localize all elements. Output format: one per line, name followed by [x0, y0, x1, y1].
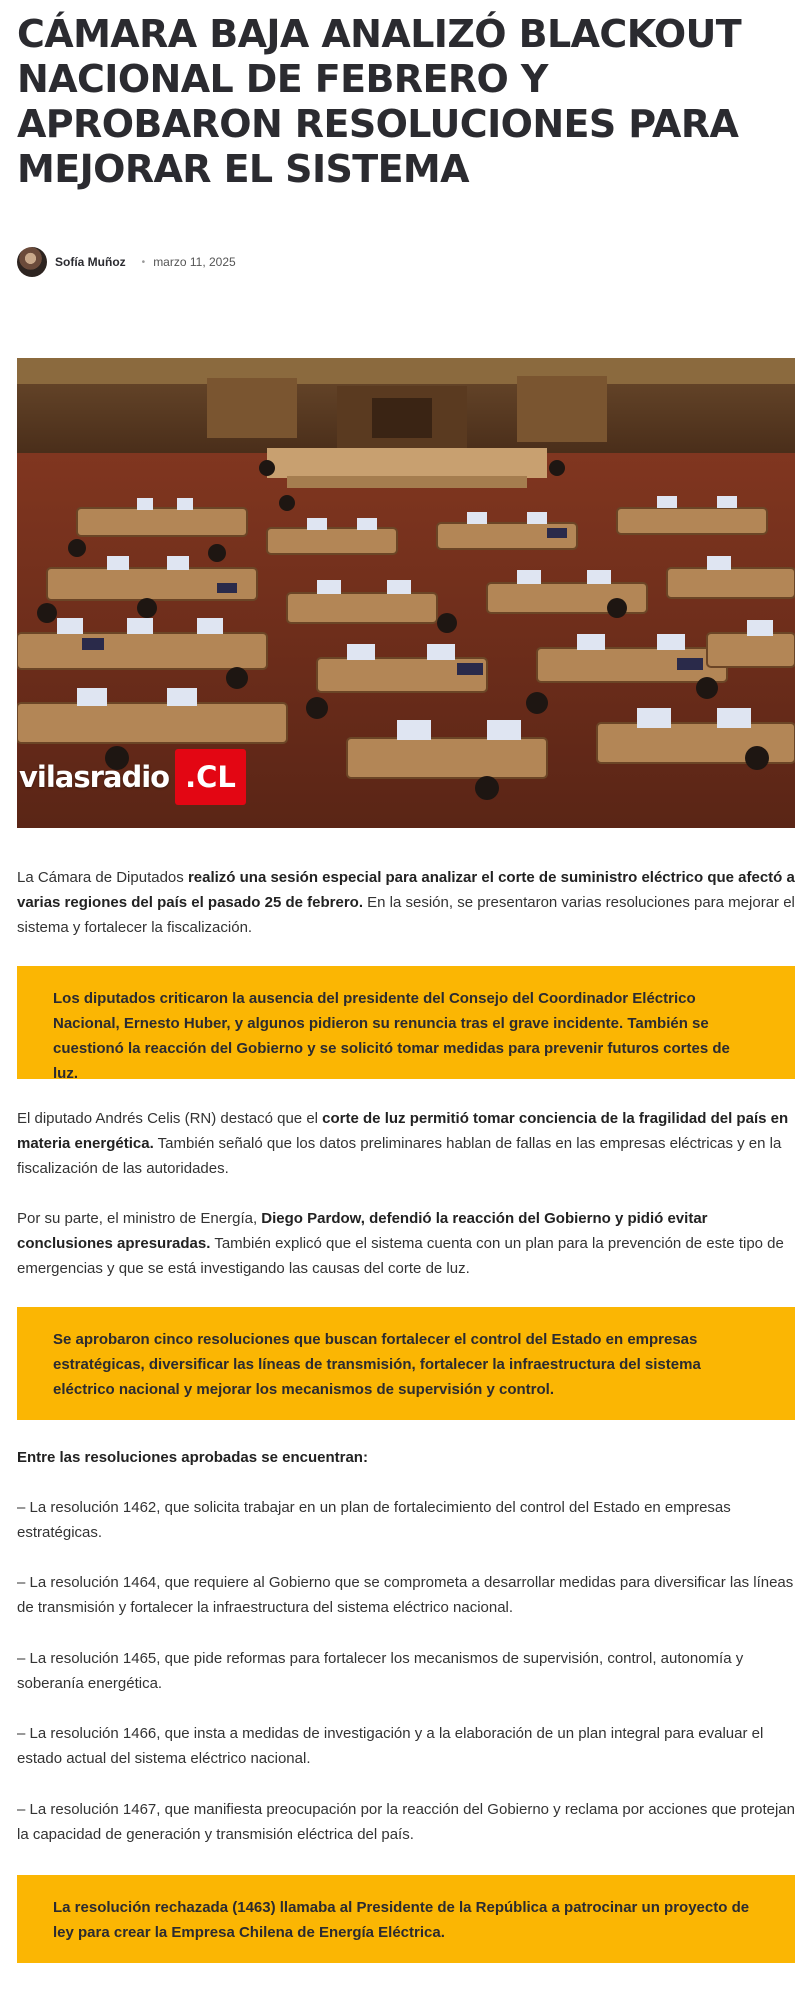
paragraph-3: [17, 1206, 795, 1281]
article-meta: [17, 247, 236, 277]
paragraph-3-text-end: También explicó que el sistema cuenta con un plan para la prevención de este tipo de emergencias y que se está investigando las causas del corte de luz.: [17, 1235, 784, 1277]
callout-2-text: Se aprobaron cinco resoluciones que buscan fortalecer el control del Estado en empresas estratégicas, diversificar las líneas de transmisión, fortalecer la infraestructura del sistema eléctrico nacional y mejorar los mecanismos de supervisión y control.: [53, 1331, 701, 1398]
paragraph-2-bold: corte de luz permitió tomar conciencia de la fragilidad del país en materia energética.: [17, 1110, 789, 1152]
resolution-item-1467: – La resolución 1467, que manifiesta preocupación por la reacción del Gobierno y reclama por acciones que protejan la capacidad de generación y transmisión eléctrica del país.: [17, 1801, 795, 1843]
paragraph-1-bold: realizó una sesión especial para analizar el corte de suministro eléctrico que afectó a varias regiones del país el pasado 25 de febrero.: [17, 869, 795, 911]
paragraph-3-bold: Diego Pardow, defendió la reacción del Gobierno y pidió evitar conclusiones apresuradas.: [17, 1210, 708, 1252]
list-heading: Entre las resoluciones aprobadas se encuentran:: [17, 1449, 368, 1466]
resolution-item-1466: – La resolución 1466, que insta a medidas de investigación y a la elaboración de un plan integral para evaluar el estado actual del sistema eléctrico nacional.: [17, 1725, 764, 1767]
callout-box-1: [17, 966, 795, 1082]
paragraph-1: [17, 865, 795, 940]
paragraph-2: [17, 1106, 795, 1181]
vilasradio-logo: [17, 749, 246, 805]
resolution-item-1462: – La resolución 1462, que solicita trabajar en un plan de fortalecimiento del control del Estado en empresas estratégicas.: [17, 1499, 731, 1541]
meta-separator-dot: •: [141, 256, 146, 268]
resolution-item-1465: – La resolución 1465, que pide reformas para fortalecer los mecanismos de supervisión, control, autonomía y soberanía energética.: [17, 1650, 744, 1692]
logo-text: vilasradio: [19, 760, 170, 794]
publish-date: marzo 11, 2025: [153, 255, 236, 269]
paragraph-1-text: La Cámara de Diputados: [17, 869, 188, 886]
callout-3-text: La resolución rechazada (1463) llamaba al Presidente de la República a patrocinar un proyecto de ley para crear la Empresa Chilena de Energía Eléctrica.: [53, 1899, 750, 1941]
article-title: CÁMARA BAJA ANALIZÓ BLACKOUT NACIONAL DE FEBRERO Y APROBARON RESOLUCIONES PARA MEJORAR EL SISTEMA: [17, 12, 742, 191]
paragraph-2-text-end: También señaló que los datos preliminares hablan de fallas en las empresas eléctricas y en la fiscalización de las autoridades.: [17, 1135, 782, 1177]
paragraph-2-text: El diputado Andrés Celis (RN) destacó que el: [17, 1110, 323, 1127]
callout-box-3: [17, 1875, 795, 1963]
callout-1-text: Los diputados criticaron la ausencia del presidente del Consejo del Coordinador Eléctrico Nacional, Ernesto Huber, y algunos pidieron su renuncia tras el grave incidente. También se cuestionó la reacción del Gobierno y se solicitó tomar medidas para prevenir futuros cortes de luz.: [53, 990, 730, 1082]
author-avatar[interactable]: [17, 247, 47, 277]
callout-box-2: [17, 1307, 795, 1420]
logo-badge: .CL: [175, 749, 246, 805]
hero-image: [17, 358, 795, 828]
paragraph-3-text: Por su parte, el ministro de Energía,: [17, 1210, 262, 1227]
resolution-item-1464: – La resolución 1464, que requiere al Gobierno que se comprometa a desarrollar medidas para diversificar las líneas de transmisión y fortalecer la infraestructura del sistema eléctrico nacional.: [17, 1574, 794, 1616]
paragraph-1-text-end: En la sesión, se presentaron varias resoluciones para mejorar el sistema y fortalecer la fiscalización.: [17, 894, 795, 936]
author-name[interactable]: Sofía Muñoz: [55, 255, 126, 269]
